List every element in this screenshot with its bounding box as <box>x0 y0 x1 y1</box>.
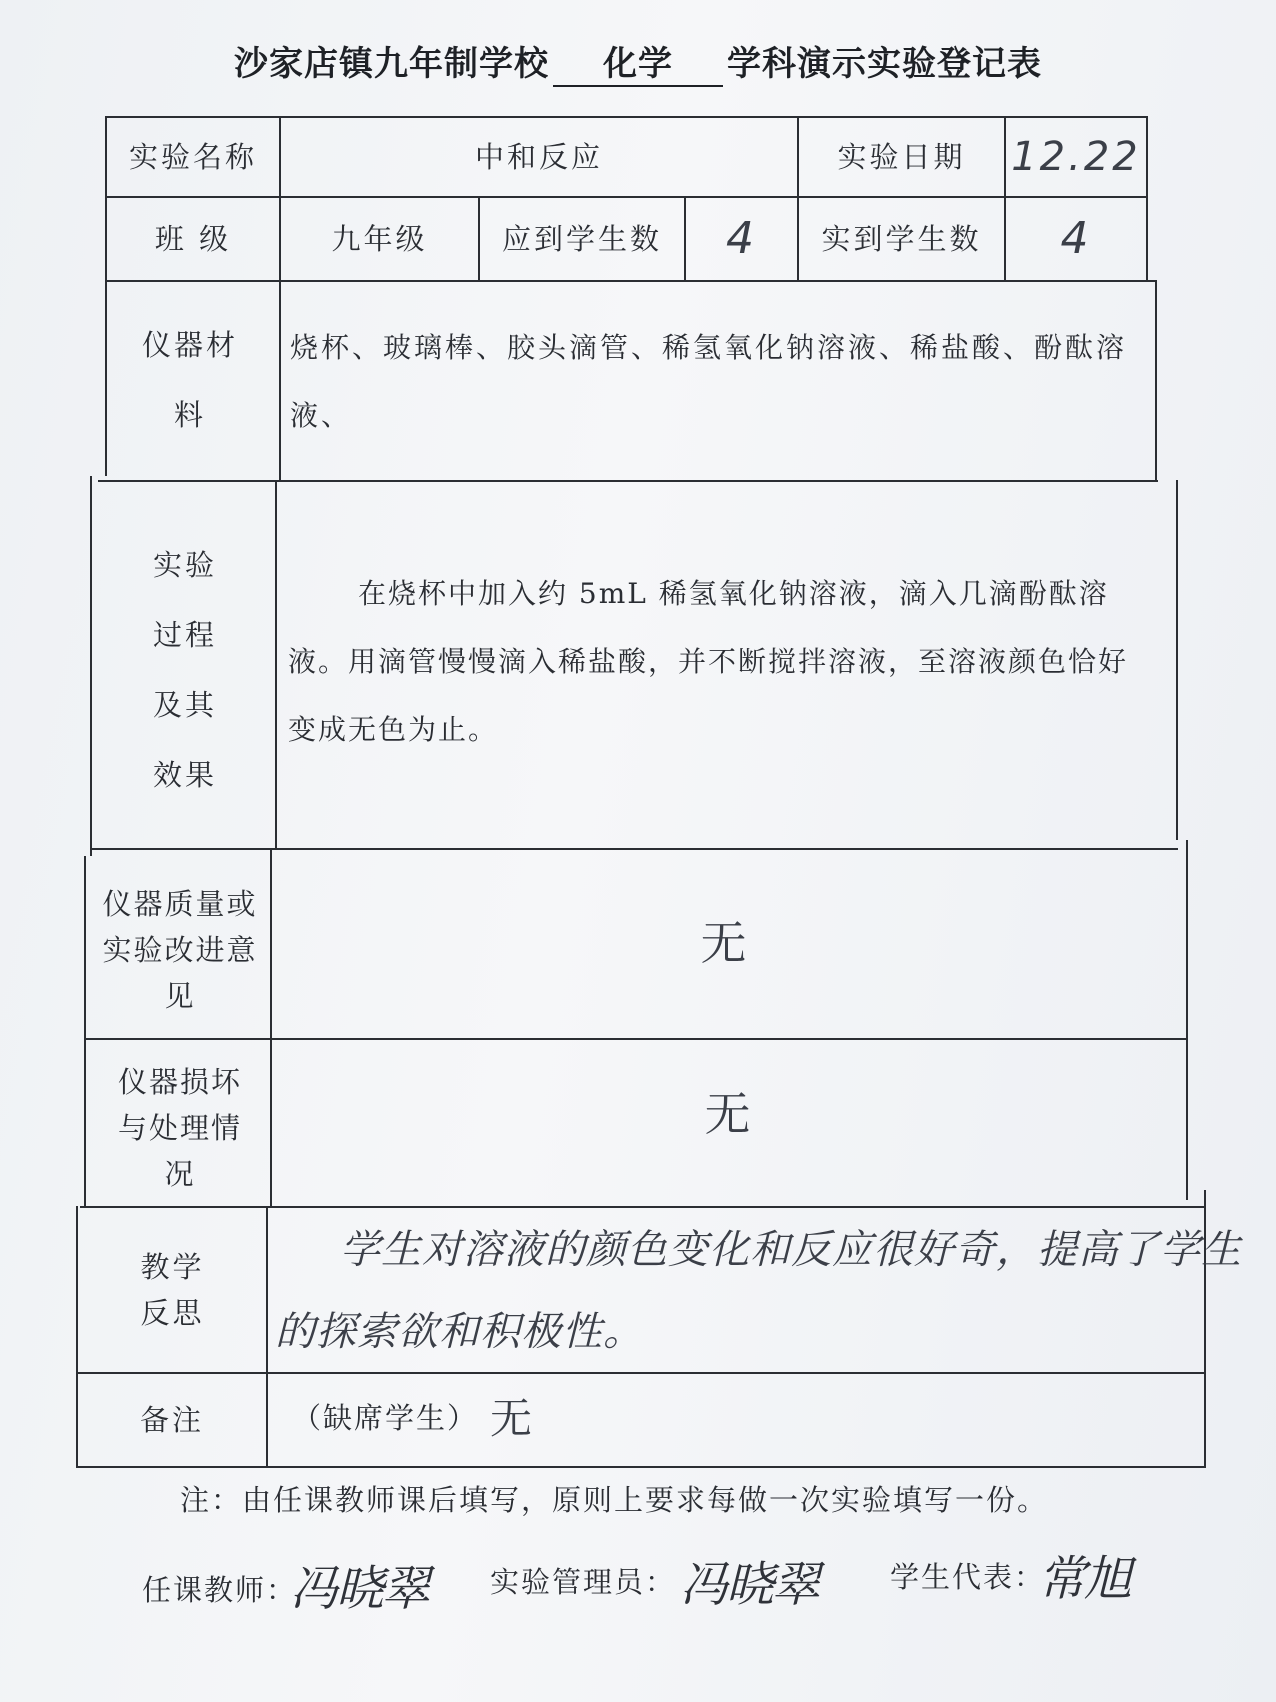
process-value[interactable]: 在烧杯中加入约 5mL 稀氢氧化钠溶液，滴入几滴酚酞溶液。用滴管慢慢滴入稀盐酸，并不断搅拌溶液，至溶液颜色恰好变成无色为止。 <box>288 577 1129 746</box>
experiment-date-label: 实验日期 <box>837 139 966 174</box>
remarks-prefix: （缺席学生） <box>292 1401 479 1435</box>
page-title <box>0 36 1276 87</box>
reflection-value-line2[interactable]: 的探索欲和积极性。 <box>275 1309 644 1355</box>
experiment-name-value[interactable]: 中和反应 <box>474 139 603 174</box>
class-label: 班 级 <box>154 221 232 256</box>
expected-students-label: 应到学生数 <box>501 221 662 256</box>
reflection-label: 教学反思 <box>140 1250 205 1330</box>
class-value[interactable]: 九年级 <box>331 221 428 256</box>
subject-field: 化学 <box>553 36 723 87</box>
student-label: 学生代表： <box>890 1560 1046 1594</box>
experiment-name-label: 实验名称 <box>128 139 257 174</box>
remarks-value[interactable]: 无 <box>490 1394 533 1443</box>
actual-students-label: 实到学生数 <box>821 221 982 256</box>
teacher-signature[interactable]: 冯晓翠 <box>290 1561 429 1617</box>
reflection-value-line1[interactable]: 学生对溶液的颜色变化和反应很好奇，提高了学生 <box>340 1227 1242 1273</box>
materials-label: 仪器材料 <box>141 328 238 432</box>
footer-note: 注：由任课教师课后填写，原则上要求每做一次实验填写一份。 <box>180 1483 1049 1517</box>
damage-value[interactable]: 无 <box>704 1087 754 1142</box>
manager-signature[interactable]: 冯晓翠 <box>680 1557 819 1613</box>
process-label: 实验过程及其效果 <box>152 548 217 792</box>
manager-label: 实验管理员： <box>490 1565 677 1599</box>
actual-students-value[interactable]: 4 <box>1060 212 1092 264</box>
title-suffix: 学科演示实验登记表 <box>727 44 1042 84</box>
expected-students-value[interactable]: 4 <box>726 212 757 264</box>
teacher-label: 任课教师： <box>142 1573 298 1607</box>
quality-label: 仪器质量或实验改进意见 <box>102 887 258 1013</box>
remarks-label: 备注 <box>139 1402 204 1437</box>
student-signature[interactable]: 常旭 <box>1038 1551 1131 1607</box>
title-prefix: 沙家店镇九年制学校 <box>234 44 549 84</box>
damage-label: 仪器损坏与处理情况 <box>117 1065 242 1191</box>
experiment-date-value[interactable]: 12.22 <box>1011 134 1141 180</box>
quality-value[interactable]: 无 <box>700 916 750 971</box>
materials-value[interactable]: 烧杯、玻璃棒、胶头滴管、稀氢氧化钠溶液、稀盐酸、酚酞溶液、 <box>290 331 1128 432</box>
